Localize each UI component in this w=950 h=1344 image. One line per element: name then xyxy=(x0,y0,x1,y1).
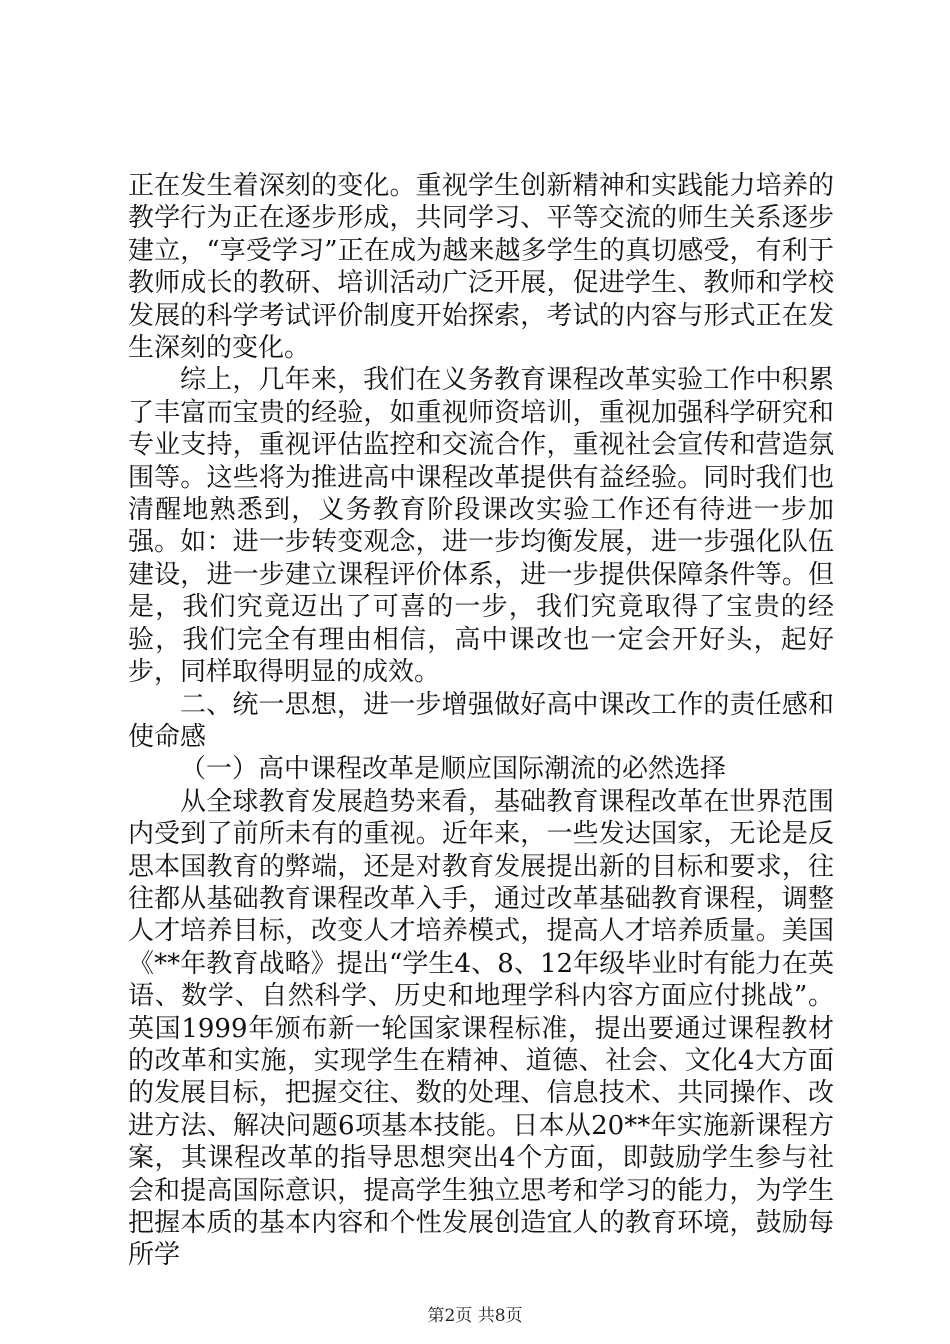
paragraph-global-trends: 从全球教育发展趋势来看，基础教育课程改革在世界范围内受到了前所未有的重视。近年来，一些发达国家，无论是反思本国教育的弊端，还是对教育发展提出新的目标和要求，往往都从基础教育课程改革入手，通过改革基础教育课程，调整人才培养目标，改变人才培养模式，提高人才培养质量。美国《**年教育战略》提出“学生4、8、12年级毕业时有能力在英语、数学、自然科学、历史和地理学科内容方面应付挑战”。英国1999年颁布新一轮国家课程标准，提出要通过课程教材的改革和实施，实现学生在精神、道德、社会、文化4大方面的发展目标，把握交往、数的处理、信息技术、共同操作、改进方法、解决问题6项基本技能。日本从20**年实施新课程方案，其课程改革的指导思想突出4个方面，即鼓励学生参与社会和提高国际意识，提高学生独立思考和学习的能力，为学生把握本质的基本内容和个性发展创造宜人的教育环境，鼓励每所学 xyxy=(128,786,834,1271)
subsection-heading: （一）高中课程改革是顺应国际潮流的必然选择 xyxy=(180,754,727,785)
document-body xyxy=(128,170,834,1272)
paragraph-summary: 综上，几年来，我们在义务教育课程改革实验工作中积累了丰富而宝贵的经验，如重视师资培训，重视加强科学研究和专业支持，重视评估监控和交流合作，重视社会宣传和营造氛围等。这些将为推进高中课程改革提供有益经验。同时我们也清醒地熟悉到，义务教育阶段课改实验工作还有待进一步加强。如：进一步转变观念，进一步均衡发展，进一步强化队伍建设，进一步建立课程评价体系，进一步提供保障条件等。但是，我们究竟迈出了可喜的一步，我们究竟取得了宝贵的经验，我们完全有理由相信，高中课改也一定会开好头，起好步，同样取得明显的成效。 xyxy=(128,365,834,688)
section-heading: 二、统一思想，进一步增强做好高中课改工作的责任感和使命感 xyxy=(128,689,834,752)
page-footer: 第2页 共8页 xyxy=(427,1306,523,1326)
paragraph-continued: 正在发生着深刻的变化。重视学生创新精神和实践能力培养的教学行为正在逐步形成，共同学习、平等交流的师生关系逐步建立，“享受学习”正在成为越来越多学生的真切感受，有利于教师成长的教研、培训活动广泛开展，促进学生、教师和学校发展的科学考试评价制度开始探索，考试的内容与形式正在发生深刻的变化。 xyxy=(128,171,834,364)
